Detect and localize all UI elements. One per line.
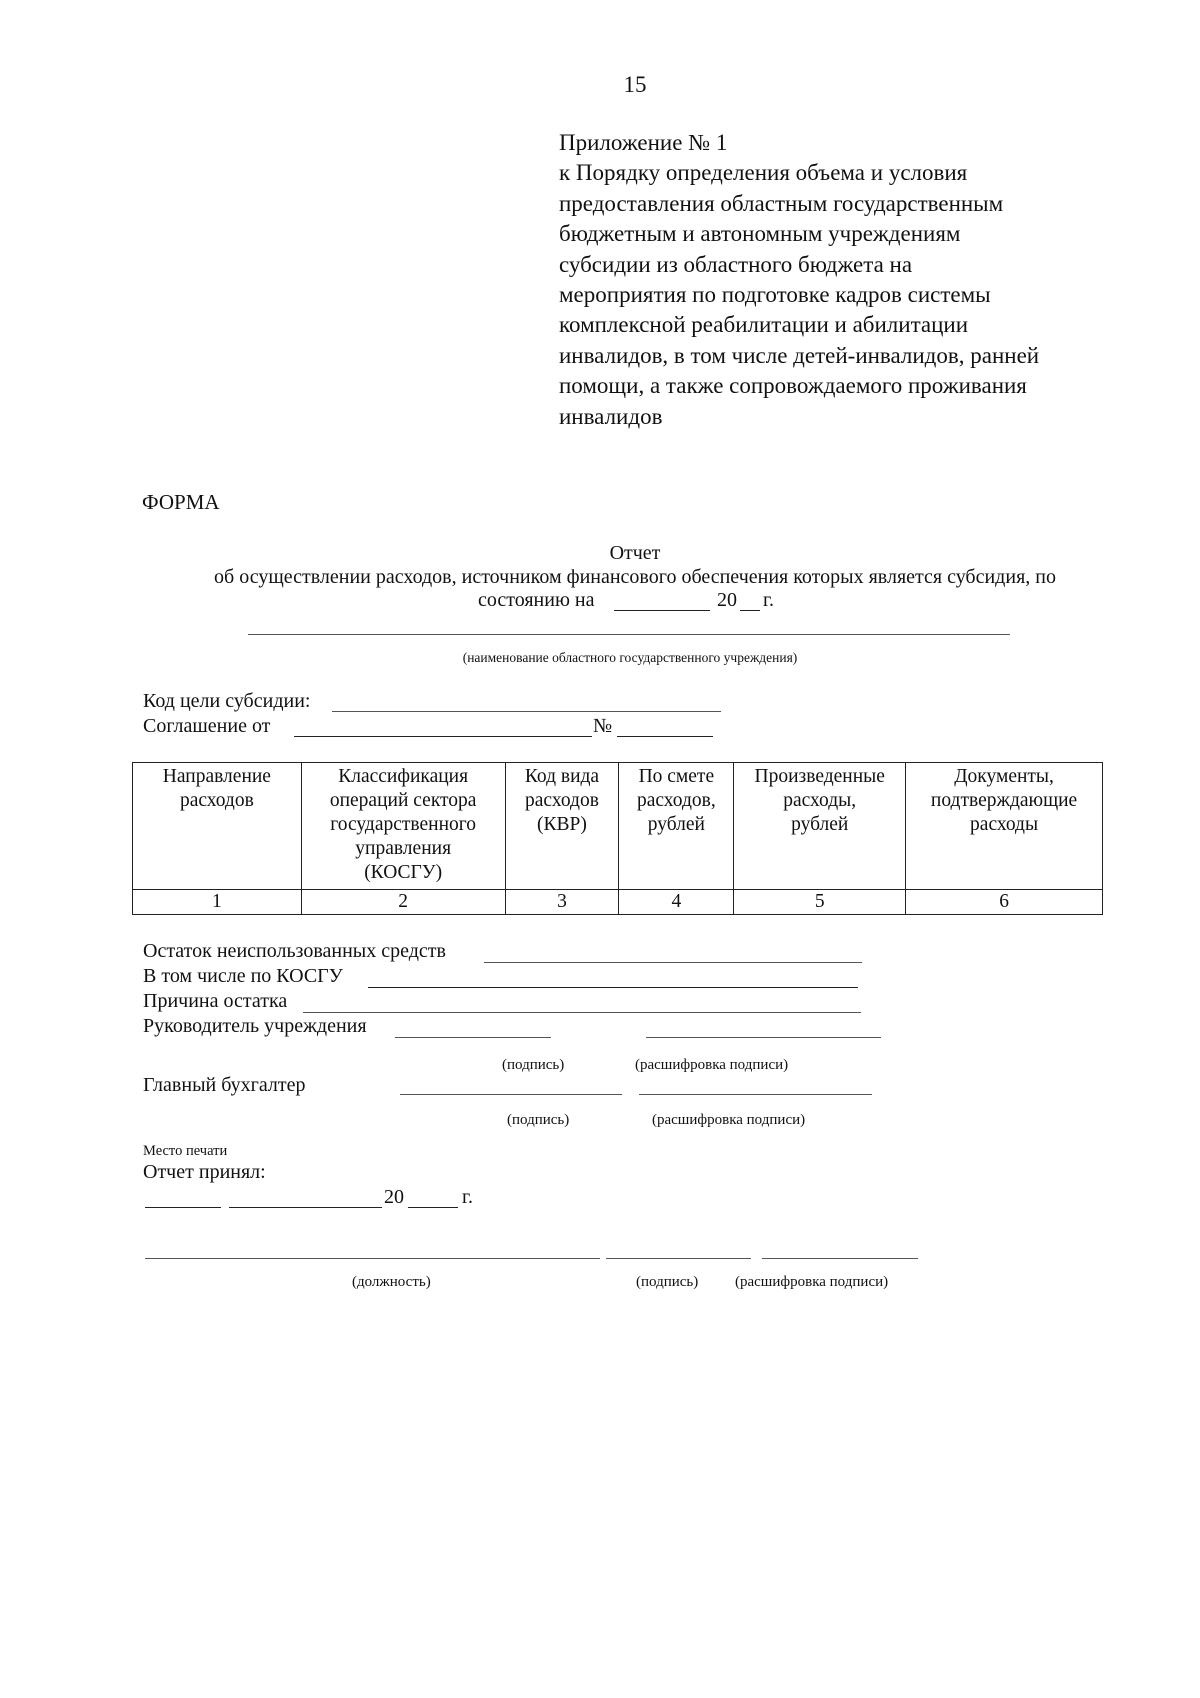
agreement-number-line[interactable] [617,736,713,737]
report-year-prefix: 20 [717,589,737,611]
agreement-date-line[interactable] [294,736,592,737]
header-actual: Произведенные расходы, рублей [734,763,906,890]
appendix-line: Приложение № 1 [559,130,728,155]
including-kosgu-line[interactable] [368,987,858,988]
column-number: 5 [734,890,906,915]
accepted-position-line[interactable] [145,1258,600,1259]
column-number: 2 [301,890,505,915]
accepted-decoding-caption: (расшифровка подписи) [735,1274,889,1290]
accountant-decoding-line[interactable] [639,1094,872,1095]
report-year-blank[interactable] [740,610,760,611]
header-kosgu: Классификация операций сектора государственного управления (КОСГУ) [301,763,505,890]
accepted-day-line[interactable] [145,1207,221,1208]
head-decoding-line[interactable] [646,1037,881,1038]
goal-code-label: Код цели субсидии: [143,690,311,712]
accepted-signature-caption: (подпись) [636,1274,699,1290]
expenses-table [132,762,1103,915]
head-signature-caption: (подпись) [502,1057,565,1073]
institution-caption: (наименование областного государственного учреждения) [462,650,798,665]
accountant-signature-caption: (подпись) [507,1112,570,1128]
page-number: 15 [623,72,647,97]
agreement-label: Соглашение от [143,715,271,737]
form-label: ФОРМА [142,490,220,514]
remaining-funds-line[interactable] [484,962,862,963]
appendix-line: к Порядку определения объема и условия [559,160,968,186]
accepted-position-caption: (должность) [352,1274,431,1290]
accepted-year-line[interactable] [408,1207,458,1208]
appendix-line: инвалидов [559,403,663,429]
institution-name-line[interactable] [248,634,1010,635]
column-number: 3 [505,890,619,915]
report-subtitle: об осуществлении расходов, источником финансового обеспечения которых является субсидия, по [214,566,1056,588]
accepted-decoding-line[interactable] [762,1258,918,1259]
appendix-line: бюджетным и автономным учреждениям [559,221,961,247]
accepted-signature-line[interactable] [606,1258,751,1259]
header-estimate: По смете расходов, рублей [619,763,734,890]
header-kvr: Код вида расходов (КВР) [505,763,619,890]
table-header-row [133,763,1103,890]
including-kosgu-label: В том числе по КОСГУ [143,965,343,987]
appendix-line: помощи, а также сопровождаемого проживания [559,373,1027,399]
head-label: Руководитель учреждения [143,1015,367,1037]
report-accepted-label: Отчет принял: [143,1161,266,1183]
column-number: 6 [906,890,1103,915]
header-direction: Направление расходов [133,763,302,890]
report-title: Отчет [609,542,661,564]
report-date-blank[interactable] [614,610,710,611]
seal-place-label: Место печати [143,1143,228,1159]
head-signature-line[interactable] [395,1037,551,1038]
accountant-decoding-caption: (расшифровка подписи) [652,1112,806,1128]
goal-code-line[interactable] [332,711,721,712]
header-documents: Документы, подтверждающие расходы [906,763,1103,890]
table-number-row [133,890,1103,915]
accepted-year-suffix: г. [462,1186,473,1208]
appendix-block [559,128,1129,432]
head-decoding-caption: (расшифровка подписи) [635,1057,789,1073]
column-number: 4 [619,890,734,915]
appendix-line: субсидии из областного бюджета на [559,251,913,277]
accepted-month-line[interactable] [229,1207,382,1208]
remaining-reason-label: Причина остатка [143,990,288,1012]
appendix-line: мероприятия по подготовке кадров системы [559,282,991,308]
agreement-number-sign: № [593,715,613,737]
remaining-reason-line[interactable] [303,1012,861,1013]
report-date-label: состоянию на [478,589,595,611]
accepted-year-prefix: 20 [384,1186,404,1208]
remaining-funds-label: Остаток неиспользованных средств [143,940,446,962]
appendix-line: инвалидов, в том числе детей-инвалидов, ранней [559,342,1040,368]
report-year-suffix: г. [763,589,774,611]
appendix-line: комплексной реабилитации и абилитации [559,312,969,338]
accountant-signature-line[interactable] [400,1094,622,1095]
column-number: 1 [133,890,302,915]
appendix-line: предоставления областным государственным [559,190,1004,216]
chief-accountant-label: Главный бухгалтер [143,1074,306,1096]
